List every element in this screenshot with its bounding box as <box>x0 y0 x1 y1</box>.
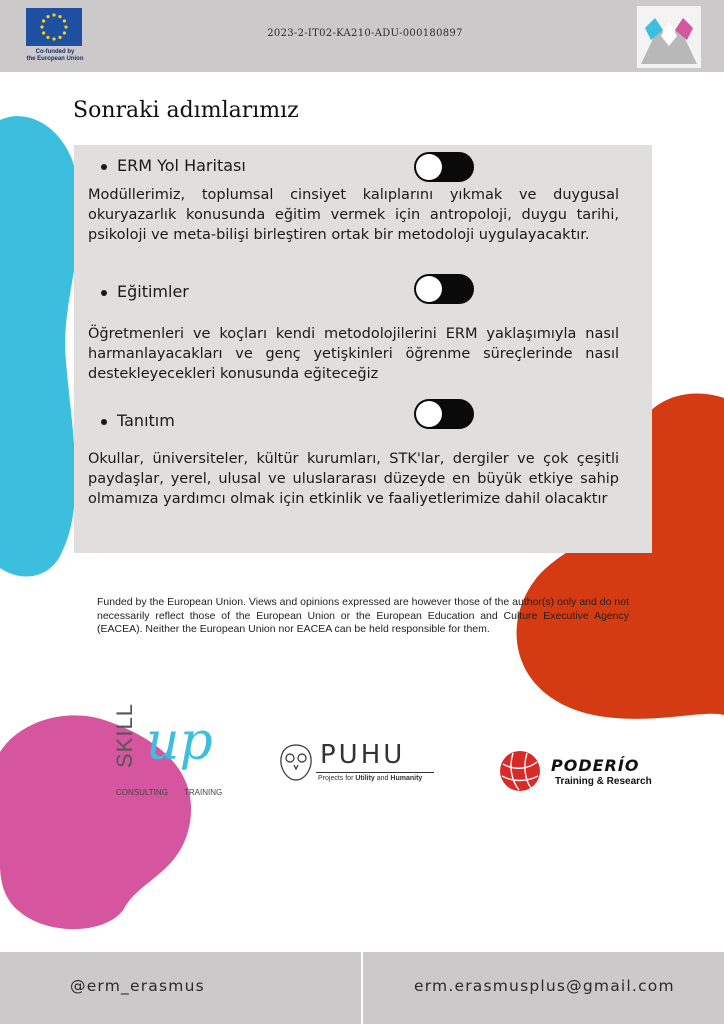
item-description-trainings: Öğretmenleri ve koçları kendi metodolojilerini ERM yaklaşımıyla nasıl harmanlayacakları ve genç yetişkinleri öğrenme süreçlerinde nasıl destekleyecekleri konusunda eğiteceğiz <box>88 326 619 382</box>
eu-flag-icon <box>26 8 82 46</box>
item-label-roadmap: ERM Yol Haritası <box>117 156 246 175</box>
bullet-icon <box>101 164 107 170</box>
eu-cofunded-text: Co-funded by the European Union <box>26 49 84 62</box>
item-label-promotion: Tanıtım <box>117 411 175 430</box>
project-code: 2023-2-IT02-KA210-ADU-000180897 <box>267 28 463 39</box>
instagram-handle[interactable]: @erm_erasmus <box>70 977 205 995</box>
toggle-knob <box>416 401 442 427</box>
toggle-promotion[interactable] <box>414 399 474 429</box>
funding-disclaimer: Funded by the European Union. Views and opinions expressed are however those of the author(s) only and do not necessarily reflect those of the European Union or the European Education and Culture Executive Agency (EACEA). Neither the European Union nor EACEA can be held responsible for them. <box>97 596 629 635</box>
owl-icon <box>276 738 316 784</box>
footer-divider <box>361 952 363 1024</box>
page-title: Sonraki adımlarımız <box>73 98 299 123</box>
contact-email[interactable]: erm.erasmusplus@gmail.com <box>414 977 675 995</box>
bullet-icon <box>101 419 107 425</box>
bullet-icon <box>101 290 107 296</box>
puhu-underline <box>316 772 434 773</box>
erm-logo <box>637 6 701 68</box>
item-label-trainings: Eğitimler <box>117 282 189 301</box>
item-description-roadmap: Modüllerimiz, toplumsal cinsiyet kalıplarını yıkmak ve duygusal okuryazarlık konusunda eğitim vermek için antropoloji, duygu tarihi, psikoloji ve meta-bilişi birleştiren ortak bir metodoloji uygulayacaktır. <box>88 187 619 243</box>
item-description-promotion: Okullar, üniversiteler, kültür kurumları, STK'lar, dergiler ve çok çeşitli paydaşlar, yerel, ulusal ve uluslararası düzeyde en büyük etkiye sahip olmamıza yardımcı olmak için etkinlik ve faaliyetlerimize dahil olacaktır <box>88 451 619 507</box>
poderio-logo: PODERÍO Training & Research <box>499 750 659 794</box>
puhu-tagline: Projects for Utility and Humanity <box>318 775 423 782</box>
toggle-roadmap[interactable] <box>414 152 474 182</box>
puhu-logo: PUHU Projects for Utility and Humanity <box>276 738 436 788</box>
toggle-knob <box>416 276 442 302</box>
poderio-ball-icon <box>499 750 541 792</box>
toggle-trainings[interactable] <box>414 274 474 304</box>
toggle-knob <box>416 154 442 180</box>
skillup-logo: SKILL up CONSULTING TRAINING <box>112 703 223 797</box>
